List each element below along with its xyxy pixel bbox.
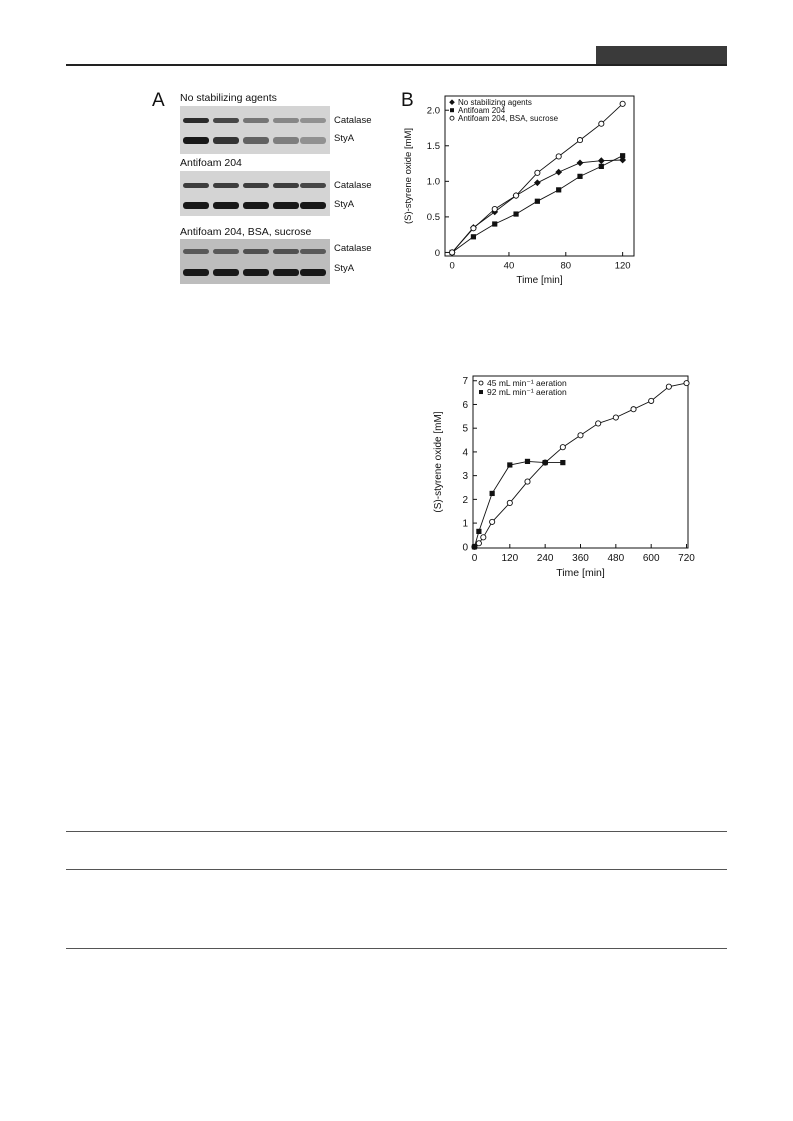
blot-band <box>300 137 326 144</box>
data-point <box>476 529 481 534</box>
legend-label: No stabilizing agents <box>458 98 532 107</box>
data-point <box>620 153 625 158</box>
gel-image <box>180 239 330 284</box>
y-axis-label: (S)-styrene oxide [mM] <box>433 411 444 513</box>
data-point <box>450 250 455 255</box>
data-point <box>513 193 518 198</box>
blot-band <box>213 118 239 123</box>
data-point <box>507 500 512 505</box>
blot-band <box>243 137 269 144</box>
y-tick-label: 7 <box>462 376 468 388</box>
band-label: StyA <box>334 263 355 274</box>
chart-aeration <box>425 370 700 595</box>
blot-band <box>273 269 299 276</box>
data-point <box>535 170 540 175</box>
legend-label: Antifoam 204, BSA, sucrose <box>458 114 559 123</box>
data-point <box>492 206 497 211</box>
gel-title: No stabilizing agents <box>180 92 277 104</box>
data-point <box>525 459 530 464</box>
data-point <box>599 121 604 126</box>
blot-band <box>273 118 299 123</box>
band-label: StyA <box>334 199 355 210</box>
y-tick-label: 4 <box>462 447 468 459</box>
data-point <box>631 407 636 412</box>
y-tick-label: 2 <box>462 494 468 506</box>
data-point <box>481 535 486 540</box>
data-point <box>472 544 477 549</box>
y-tick-label: 1.0 <box>426 176 440 188</box>
band-label: StyA <box>334 133 355 144</box>
y-tick-label: 1.5 <box>426 141 440 153</box>
panel-letter-a: A <box>152 90 165 111</box>
chart-b <box>395 90 655 300</box>
data-point <box>490 491 495 496</box>
gel-title: Antifoam 204 <box>180 157 242 169</box>
blot-band <box>183 137 209 144</box>
panel-letter-b: B <box>401 90 414 111</box>
y-axis-label: (S)-styrene oxide [mM] <box>403 127 414 225</box>
x-tick-label: 720 <box>678 553 695 564</box>
data-point <box>598 157 605 164</box>
gel-image <box>180 106 330 154</box>
data-point <box>560 445 565 450</box>
blot-band <box>300 202 326 209</box>
plot-frame <box>473 376 688 548</box>
data-point <box>513 211 518 216</box>
data-point <box>507 462 512 467</box>
data-point <box>525 479 530 484</box>
series-line <box>475 461 563 546</box>
blot-band <box>183 202 209 209</box>
data-point <box>450 108 454 112</box>
y-tick-label: 6 <box>462 399 468 411</box>
data-point <box>543 460 548 465</box>
data-point <box>556 154 561 159</box>
x-tick-label: 0 <box>471 553 478 564</box>
blot-band <box>243 183 269 188</box>
blot-band <box>213 202 239 209</box>
series-line <box>475 383 687 547</box>
blot-band <box>300 269 326 276</box>
legend-label: 45 mL min⁻¹ aeration <box>487 378 567 388</box>
divider-rule-3 <box>66 948 727 949</box>
blot-band <box>183 249 209 254</box>
data-point <box>479 390 483 394</box>
x-tick-label: 600 <box>642 553 660 564</box>
x-axis-label: Time [min] <box>556 567 605 579</box>
divider-rule-2 <box>66 869 727 870</box>
data-point <box>479 381 483 385</box>
data-point <box>577 159 584 166</box>
data-point <box>613 415 618 420</box>
blot-band <box>213 137 239 144</box>
y-tick-label: 0.5 <box>426 212 440 224</box>
data-point <box>490 519 495 524</box>
y-tick-label: 3 <box>462 471 468 483</box>
band-label: Catalase <box>334 115 372 126</box>
data-point <box>534 179 541 186</box>
band-label: Catalase <box>334 180 372 191</box>
x-tick-label: 360 <box>572 553 589 564</box>
band-label: Catalase <box>334 243 372 254</box>
data-point <box>450 116 454 120</box>
data-point <box>535 199 540 204</box>
blot-band <box>300 118 326 123</box>
x-tick-label: 120 <box>614 260 631 272</box>
legend-label: Antifoam 204 <box>458 106 506 115</box>
data-point <box>599 164 604 169</box>
data-point <box>577 137 582 142</box>
blot-band <box>213 269 239 276</box>
blot-band <box>183 183 209 188</box>
data-point <box>684 381 689 386</box>
y-tick-label: 0 <box>462 542 468 554</box>
header-rule <box>66 64 727 66</box>
y-tick-label: 1 <box>462 518 468 530</box>
blot-band <box>243 118 269 123</box>
data-point <box>471 234 476 239</box>
data-point <box>471 226 476 231</box>
x-tick-label: 120 <box>501 553 519 564</box>
legend-label: 92 mL min⁻¹ aeration <box>487 387 567 397</box>
blot-band <box>213 249 239 254</box>
blot-band <box>300 183 326 188</box>
y-tick-label: 2.0 <box>426 105 440 117</box>
data-point <box>649 398 654 403</box>
x-tick-label: 40 <box>503 260 515 272</box>
data-point <box>560 460 565 465</box>
data-point <box>596 421 601 426</box>
x-tick-label: 80 <box>560 260 572 272</box>
blot-band <box>243 202 269 209</box>
data-point <box>577 174 582 179</box>
blot-band <box>183 269 209 276</box>
y-tick-label: 5 <box>462 423 468 435</box>
divider-rule-1 <box>66 831 727 832</box>
y-tick-label: 0 <box>434 247 440 259</box>
data-point <box>666 384 671 389</box>
x-tick-label: 0 <box>449 260 455 272</box>
series-line <box>452 104 622 253</box>
gel-title: Antifoam 204, BSA, sucrose <box>180 226 312 238</box>
x-tick-label: 480 <box>607 553 625 564</box>
data-point <box>620 101 625 106</box>
blot-band <box>243 269 269 276</box>
data-point <box>492 221 497 226</box>
blot-band <box>213 183 239 188</box>
data-point <box>555 169 562 176</box>
blot-band <box>273 137 299 144</box>
x-axis-label: Time [min] <box>516 275 563 286</box>
x-tick-label: 240 <box>536 553 554 564</box>
blot-band <box>273 183 299 188</box>
blot-band <box>183 118 209 123</box>
data-point <box>578 433 583 438</box>
blot-band <box>300 249 326 254</box>
data-point <box>556 187 561 192</box>
header-tab <box>596 46 727 64</box>
blot-band <box>273 249 299 254</box>
blot-band <box>273 202 299 209</box>
data-point <box>449 99 455 105</box>
gel-image <box>180 171 330 216</box>
blot-band <box>243 249 269 254</box>
